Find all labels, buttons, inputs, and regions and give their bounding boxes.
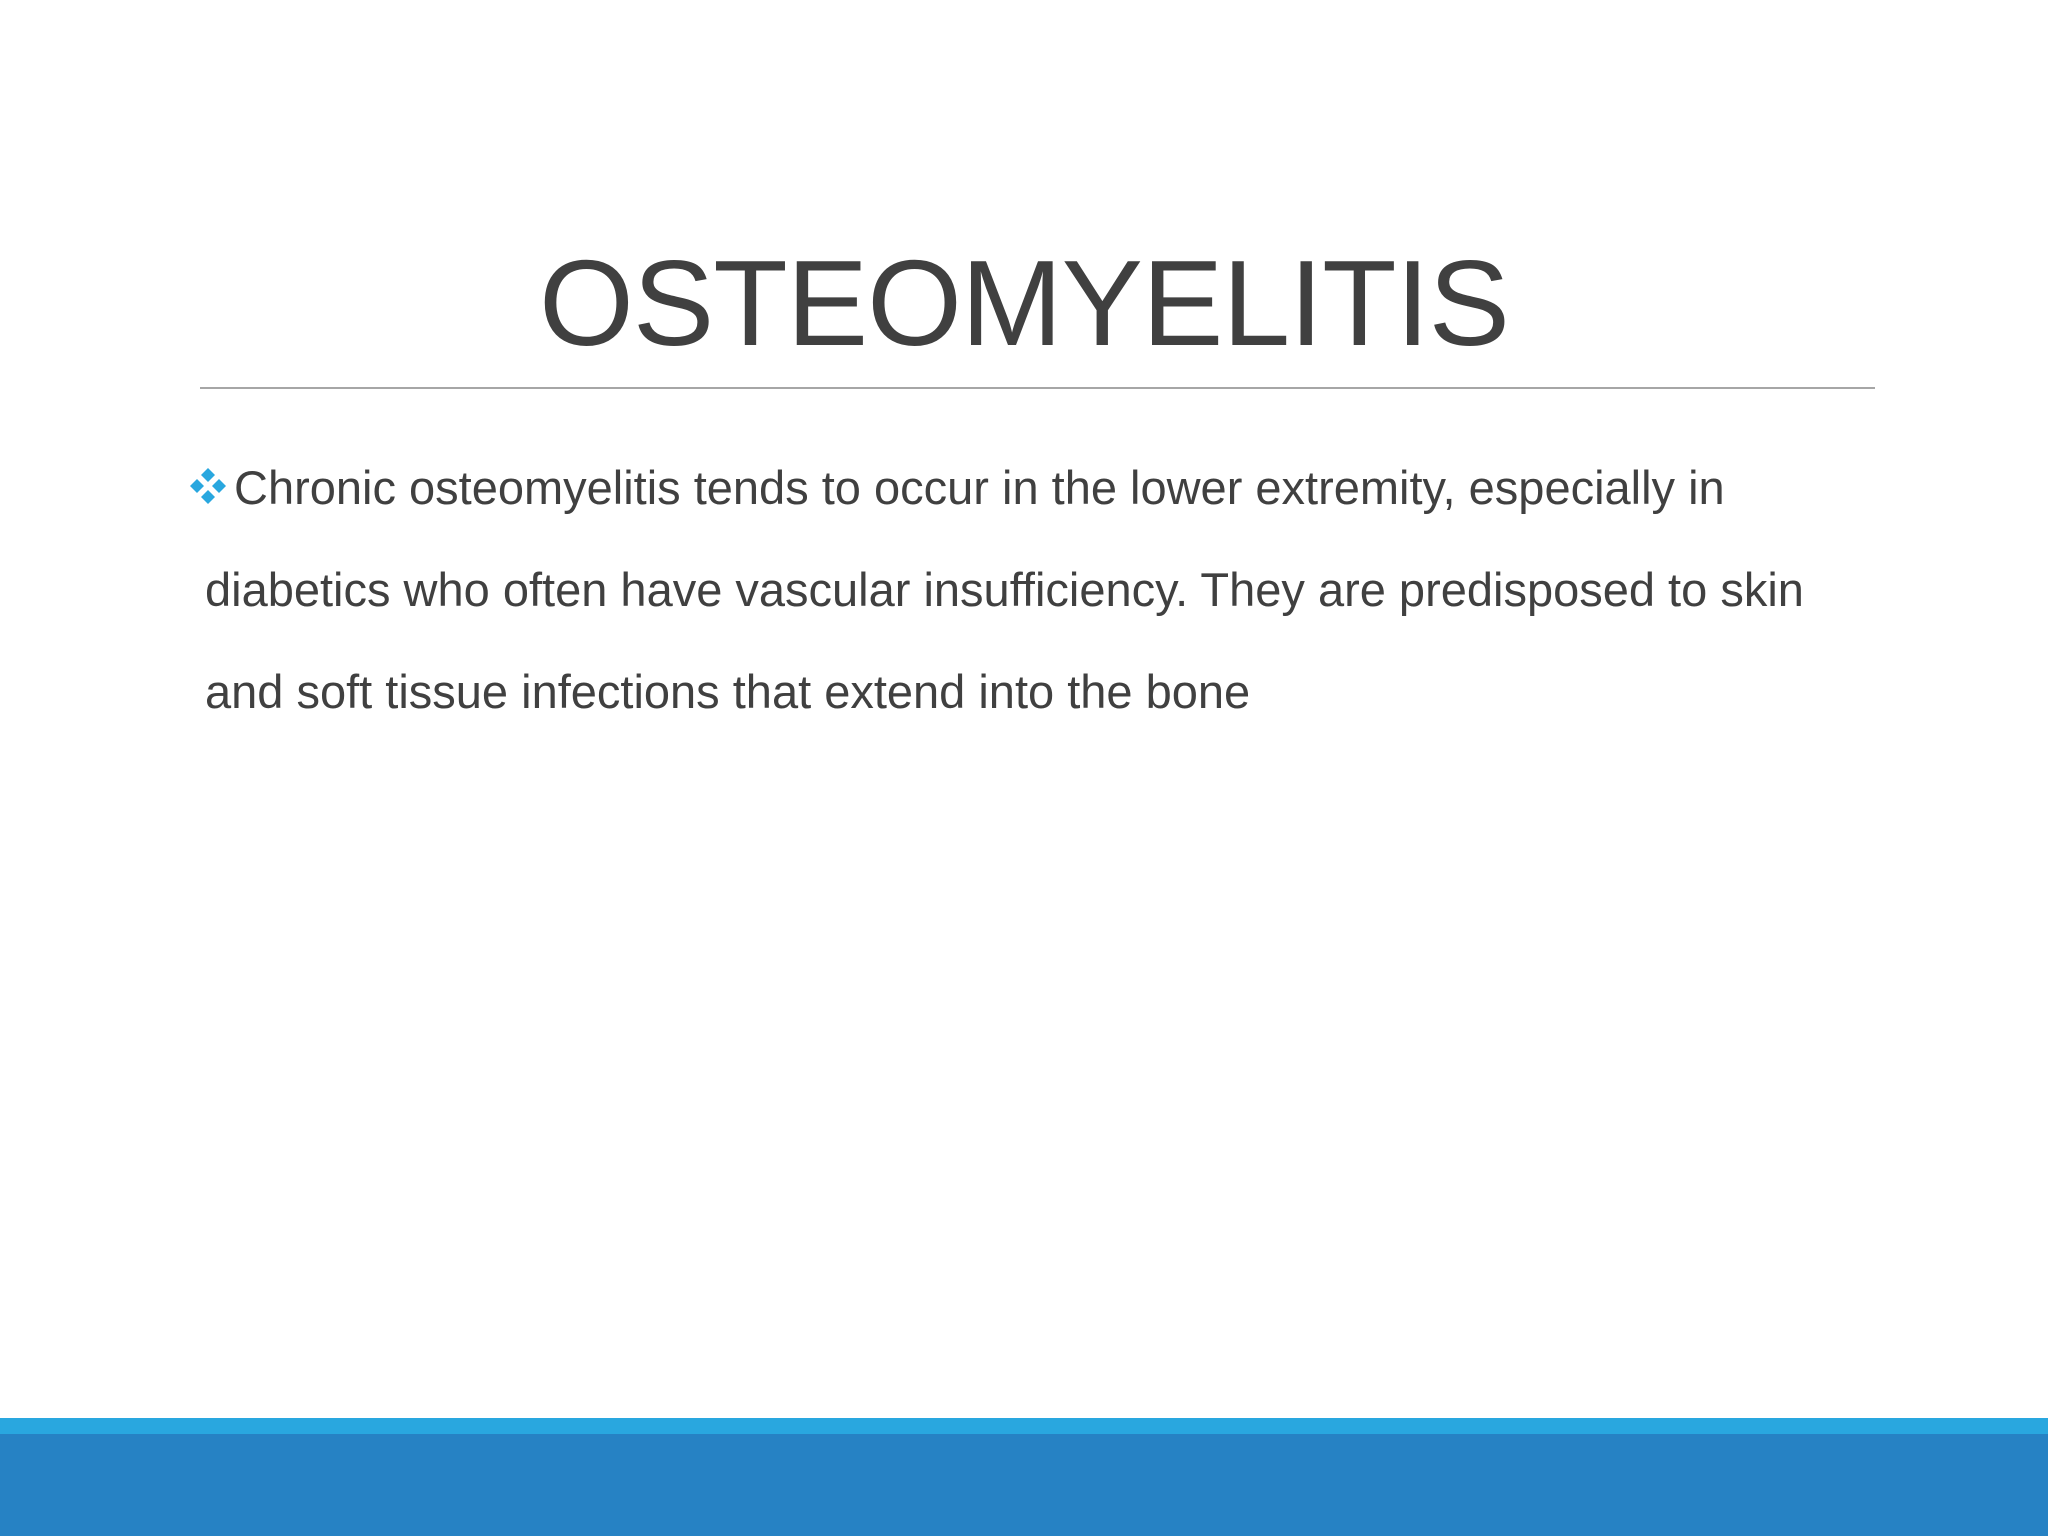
footer-bar [0, 1434, 2048, 1536]
slide-body [188, 437, 1878, 743]
bullet-item [188, 437, 1878, 743]
footer-accent-bar [0, 1418, 2048, 1434]
four-diamond-bullet-icon [188, 466, 228, 506]
slide-title: OSTEOMYELITIS [539, 235, 1509, 371]
bullet-text: Chronic osteomyelitis tends to occur in the lower extremity, especially in diabetics who often have vascular insufficiency. They are predisposed to skin and soft tissue infections that extend into the bone [205, 461, 1804, 718]
title-divider [200, 387, 1875, 389]
